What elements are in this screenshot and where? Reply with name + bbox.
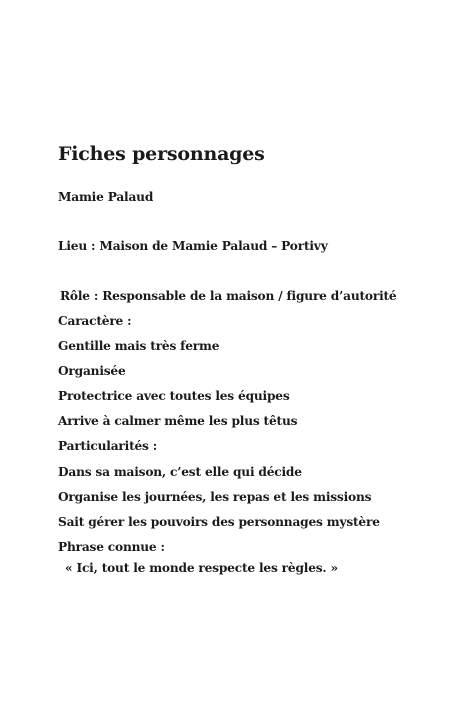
particularites-item: Dans sa maison, c’est elle qui décide: [58, 465, 302, 479]
caractere-item: Arrive à calmer même les plus têtus: [58, 414, 298, 428]
character-name: Mamie Palaud: [58, 190, 154, 204]
caractere-heading: Caractère :: [58, 314, 132, 328]
role-line: Rôle : Responsable de la maison / figure d’autorité: [60, 289, 397, 303]
phrase-quote: « Ici, tout le monde respecte les règles. »: [65, 561, 338, 575]
phrase-heading: Phrase connue :: [58, 540, 165, 554]
caractere-item: Gentille mais très ferme: [58, 339, 220, 353]
particularites-item: Sait gérer les pouvoirs des personnages mystère: [58, 515, 380, 529]
particularites-heading: Particularités :: [58, 439, 158, 453]
caractere-item: Protectrice avec toutes les équipes: [58, 389, 290, 403]
particularites-item: Organise les journées, les repas et les missions: [58, 490, 372, 504]
page-title: Fiches personnages: [58, 143, 265, 165]
caractere-item: Organisée: [58, 364, 126, 378]
lieu-line: Lieu : Maison de Mamie Palaud – Portivy: [58, 239, 328, 253]
